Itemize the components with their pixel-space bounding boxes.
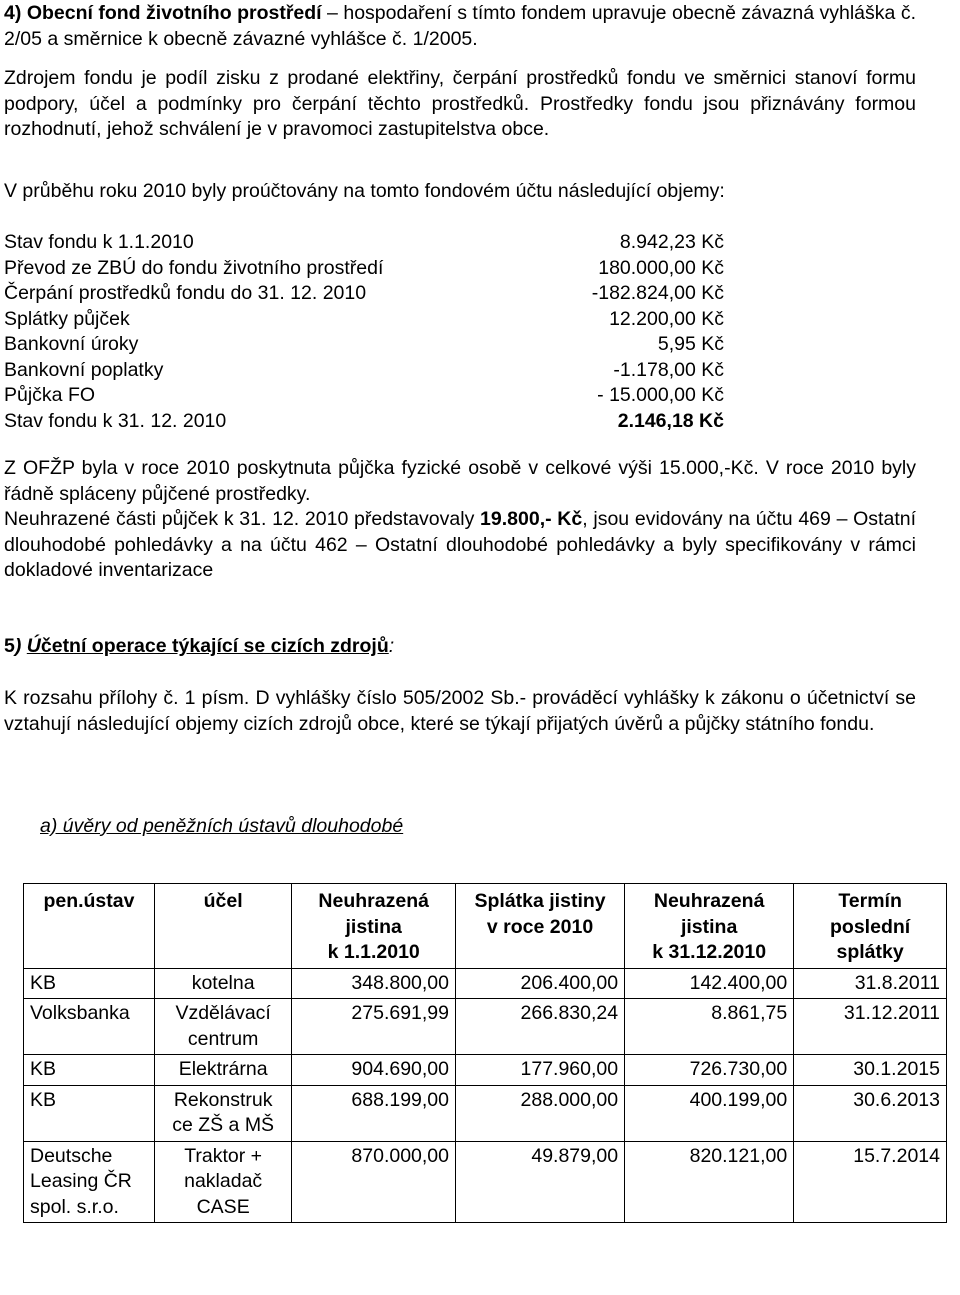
fund-source-paragraph: Zdrojem fondu je podíl zisku z prodané elektřiny, čerpání prostředků fondu ve směrnici stanoví formu podpory, účel a podmínky pro čerpání těchto prostředků. Prostředky fondu jsou přiznávány formou rozhodnutí, jehož schválení je v pravomoci zastupitelstva obce. xyxy=(4,67,916,140)
ledger-amount: - 15.000,00 Kč xyxy=(597,384,724,406)
loan-paragraph-line-1: Z OFŽP byla v roce 2010 poskytnuta půjčka fyzické osobě v celkové výši 15.000,-Kč. V roce 2010 byly řádně spláceny půjčené prostředky. xyxy=(4,457,916,505)
column-header: pen.ústav xyxy=(24,884,155,969)
final-payment-cell: 30.6.2013 xyxy=(794,1085,947,1141)
section-4-intro: – hospodaření s tímto fondem upravuje obecně závazná vyhláška č. 2/05 a směrnice k obecně závazné vyhlášce č. 1/2005. xyxy=(4,2,916,50)
start-balance-cell: 904.690,00 xyxy=(292,1055,456,1086)
purpose-cell: Vzdělávací centrum xyxy=(154,999,291,1055)
purpose-cell: Elektrárna xyxy=(154,1055,291,1086)
ledger-amount: 8.942,23 Kč xyxy=(619,231,724,253)
column-header: Termín poslední splátky xyxy=(794,884,947,969)
ledger-label: Půjčka FO xyxy=(4,384,96,406)
ledger-amount: 2.146,18 Kč xyxy=(617,409,724,432)
column-header: Neuhrazená jistina k 31.12.2010 xyxy=(625,884,794,969)
end-balance-cell: 142.400,00 xyxy=(625,968,794,999)
loan-paragraph xyxy=(4,456,916,584)
ledger-amount: 180.000,00 Kč xyxy=(598,256,724,279)
column-header: Neuhrazená jistina k 1.1.2010 xyxy=(292,884,456,969)
ledger-row xyxy=(4,230,744,256)
ledger-label: Bankovní poplatky xyxy=(4,358,164,381)
ledger-row xyxy=(4,358,744,384)
final-payment-cell: 15.7.2014 xyxy=(794,1141,947,1223)
column-header: Splátka jistiny v roce 2010 xyxy=(456,884,625,969)
paid-cell: 266.830,24 xyxy=(456,999,625,1055)
table-row xyxy=(24,1141,947,1223)
start-balance-cell: 870.000,00 xyxy=(292,1141,456,1223)
ledger-label: Čerpání prostředků fondu do 31. 12. 2010 xyxy=(4,282,367,304)
bank-cell: KB xyxy=(24,968,155,999)
ledger-label: Stav fondu k 1.1.2010 xyxy=(4,231,194,253)
table-row xyxy=(24,999,947,1055)
ledger-label: Převod ze ZBÚ do fondu životního prostředí xyxy=(4,256,384,279)
section-5-heading: 5) Účetní operace týkající se cizích zdrojů: xyxy=(4,635,395,657)
start-balance-cell: 348.800,00 xyxy=(292,968,456,999)
loans-table-header xyxy=(24,884,947,969)
end-balance-cell: 8.861,75 xyxy=(625,999,794,1055)
outstanding-loans-amount: 19.800,- Kč xyxy=(480,508,583,530)
table-row xyxy=(24,968,947,999)
end-balance-cell: 820.121,00 xyxy=(625,1141,794,1223)
start-balance-cell: 688.199,00 xyxy=(292,1085,456,1141)
paid-cell: 288.000,00 xyxy=(456,1085,625,1141)
ledger-row xyxy=(4,307,744,333)
paid-cell: 49.879,00 xyxy=(456,1141,625,1223)
end-balance-cell: 726.730,00 xyxy=(625,1055,794,1086)
bank-cell: Deutsche Leasing ČR spol. s.r.o. xyxy=(24,1141,155,1223)
column-header: účel xyxy=(154,884,291,969)
ledger-label: Splátky půjček xyxy=(4,307,130,330)
final-payment-cell: 31.8.2011 xyxy=(794,968,947,999)
ledger-row xyxy=(4,332,744,358)
paid-cell: 206.400,00 xyxy=(456,968,625,999)
ledger-row xyxy=(4,256,744,282)
start-balance-cell: 275.691,99 xyxy=(292,999,456,1055)
bank-cell: KB xyxy=(24,1055,155,1086)
ledger-row xyxy=(4,409,744,435)
paid-cell: 177.960,00 xyxy=(456,1055,625,1086)
section-4-number: 4) xyxy=(4,2,22,24)
ledger-row xyxy=(4,383,744,409)
section-4-title: Obecní fond životního prostředí xyxy=(26,2,322,24)
fund-ledger xyxy=(4,230,744,434)
loans-table-body xyxy=(24,968,947,1223)
final-payment-cell: 30.1.2015 xyxy=(794,1055,947,1086)
purpose-cell: Rekonstruk ce ZŠ a MŠ xyxy=(154,1085,291,1141)
ledger-label: Bankovní úroky xyxy=(4,333,139,355)
ledger-amount: 5,95 Kč xyxy=(657,333,724,355)
ledger-label: Stav fondu k 31. 12. 2010 xyxy=(4,409,227,432)
loan-paragraph-line-2: Neuhrazené části půjček k 31. 12. 2010 představovaly 19.800,- Kč, jsou evidovány na účtu 469 – Ostatní dlouhodobé pohledávky a na účtu 462 – Ostatní dlouhodobé pohledávky a byly specifikovány v rámci dokladové inventarizace xyxy=(4,508,916,581)
purpose-cell: kotelna xyxy=(154,968,291,999)
fund-year-paragraph: V průběhu roku 2010 byly proúčtovány na tomto fondovém účtu následující objemy: xyxy=(4,180,725,202)
final-payment-cell: 31.12.2011 xyxy=(794,999,947,1055)
bank-cell: Volksbanka xyxy=(24,999,155,1055)
bank-cell: KB xyxy=(24,1085,155,1141)
purpose-cell: Traktor + nakladač CASE xyxy=(154,1141,291,1223)
ledger-row xyxy=(4,281,744,307)
ledger-amount: 12.200,00 Kč xyxy=(609,307,724,330)
section-5-paragraph: K rozsahu přílohy č. 1 písm. D vyhlášky číslo 505/2002 Sb.- prováděcí vyhlášky k zákonu o účetnictví se vztahují následující objemy cizích zdrojů obce, které se týkají přijatých úvěrů a půjčky státního fondu. xyxy=(4,687,916,735)
end-balance-cell: 400.199,00 xyxy=(625,1085,794,1141)
ledger-amount: -1.178,00 Kč xyxy=(613,358,724,381)
ledger-amount: -182.824,00 Kč xyxy=(591,282,724,304)
loans-table xyxy=(23,883,947,1223)
section-4-paragraph xyxy=(4,1,916,52)
table-row xyxy=(24,1055,947,1086)
loans-subheading: a) úvěry od peněžních ústavů dlouhodobé xyxy=(40,815,404,837)
table-row xyxy=(24,1085,947,1141)
